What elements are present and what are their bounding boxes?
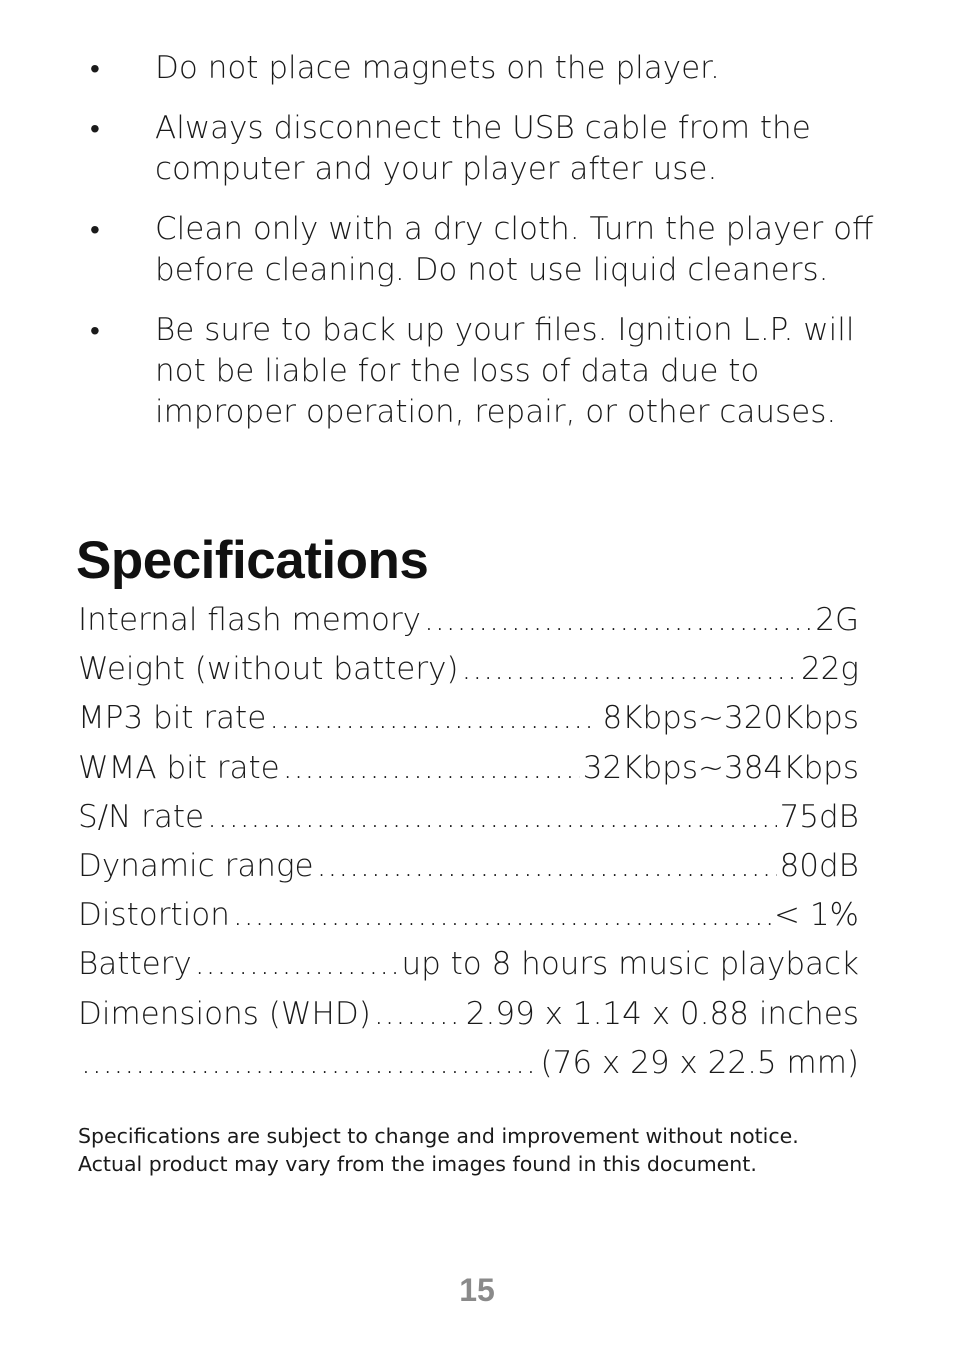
spec-value: 32Kbps~384Kbps bbox=[582, 749, 859, 786]
disclaimer-line: Actual product may vary from the images found in this document. bbox=[78, 1152, 757, 1176]
spec-row bbox=[78, 645, 859, 694]
dot-leader bbox=[374, 990, 463, 1039]
bullet-text: Be sure to back up your files. Ignition L.P. will not be liable for the loss of data due to improper operation, repair, or other causes. bbox=[155, 312, 855, 430]
spec-label: Dynamic range bbox=[78, 847, 314, 884]
spec-value: 80dB bbox=[779, 847, 859, 884]
spec-label: S/N rate bbox=[78, 798, 205, 835]
spec-value: (76 x 29 x 22.5 mm) bbox=[540, 1044, 859, 1081]
dot-leader bbox=[424, 596, 812, 645]
spec-value: 2G bbox=[815, 602, 859, 638]
spec-row bbox=[78, 744, 859, 793]
dot-leader bbox=[195, 940, 399, 989]
page-number: 15 bbox=[459, 1272, 495, 1308]
spec-row bbox=[78, 990, 859, 1039]
spec-value: up to 8 hours music playback bbox=[401, 946, 859, 983]
list-item bbox=[78, 48, 878, 89]
dot-leader bbox=[462, 645, 798, 694]
spec-label: Weight (without battery) bbox=[78, 651, 459, 688]
dot-leader bbox=[283, 744, 580, 793]
disclaimer-line: Specifications are subject to change and improvement without notice. bbox=[78, 1124, 799, 1148]
spec-value: < 1% bbox=[773, 897, 859, 934]
specifications-disclaimer bbox=[78, 1122, 878, 1178]
dot-leader bbox=[81, 1039, 538, 1088]
spec-value: 8Kbps~320Kbps bbox=[602, 700, 859, 737]
spec-label: Internal flash memory bbox=[78, 602, 422, 638]
bullet-icon: • bbox=[90, 213, 100, 246]
spec-row bbox=[78, 694, 859, 743]
section-heading: Specifications bbox=[76, 531, 429, 590]
spec-label: MP3 bit rate bbox=[78, 700, 267, 737]
spec-label: Dimensions (WHD) bbox=[78, 995, 371, 1032]
spec-row bbox=[78, 1039, 859, 1088]
spec-row bbox=[78, 891, 859, 940]
dot-leader bbox=[269, 694, 599, 743]
bullet-text: Do not place magnets on the player. bbox=[155, 50, 720, 86]
specifications-list bbox=[78, 596, 859, 1088]
dot-leader bbox=[233, 891, 771, 940]
care-instructions-list bbox=[78, 48, 878, 452]
spec-row bbox=[78, 842, 859, 891]
spec-label: Distortion bbox=[78, 897, 230, 934]
spec-label: Battery bbox=[78, 946, 192, 983]
spec-value: 75dB bbox=[779, 798, 859, 835]
spec-row bbox=[78, 940, 859, 989]
dot-leader bbox=[317, 842, 777, 891]
spec-row bbox=[78, 793, 859, 842]
spec-value: 2.99 x 1.14 x 0.88 inches bbox=[465, 995, 859, 1032]
bullet-text: Always disconnect the USB cable from the computer and your player after use. bbox=[155, 110, 811, 187]
spec-label: WMA bit rate bbox=[78, 749, 280, 786]
bullet-icon: • bbox=[90, 314, 100, 347]
list-item bbox=[78, 310, 878, 433]
spec-row bbox=[78, 596, 859, 645]
dot-leader bbox=[207, 793, 776, 842]
bullet-icon: • bbox=[90, 112, 100, 145]
list-item bbox=[78, 209, 878, 291]
list-item bbox=[78, 108, 878, 190]
bullet-text: Clean only with a dry cloth. Turn the player off before cleaning. Do not use liquid cleaners. bbox=[155, 211, 874, 288]
spec-value: 22g bbox=[800, 651, 859, 688]
bullet-icon: • bbox=[90, 52, 100, 85]
